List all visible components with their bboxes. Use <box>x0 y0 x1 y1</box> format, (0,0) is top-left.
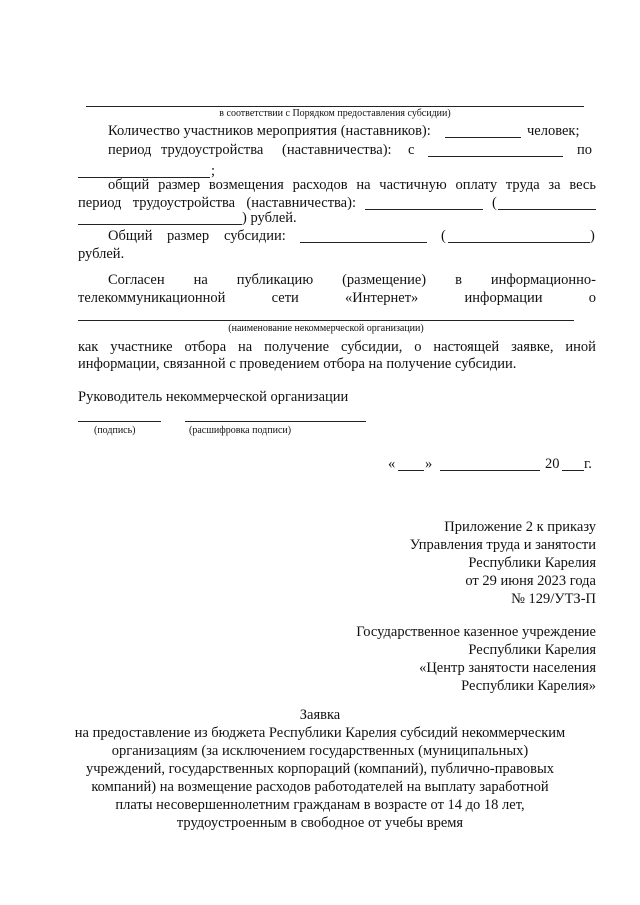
top-rule <box>86 106 584 107</box>
addressee-line-4: Республики Карелия» <box>461 678 596 694</box>
date-day-field[interactable] <box>398 470 424 471</box>
period-w5: по <box>577 142 593 158</box>
addressee-line-1: Государственное казенное учреждение <box>356 624 596 640</box>
reimb-line1: общий размер возмещения расходов на частичную оплату труда за весь <box>108 177 596 193</box>
date-close: » <box>425 456 433 472</box>
reimb-words-field-b[interactable] <box>78 224 242 225</box>
doc-line-2: организациям (за исключением государственных (муниципальных) <box>111 743 529 759</box>
period-w1: период <box>108 142 152 158</box>
reimb-amount-field[interactable] <box>365 209 483 210</box>
date-suffix: г. <box>584 456 592 472</box>
reimb-close: ) рублей. <box>242 210 297 226</box>
doc-line-4: компаний) на возмещение расходов работодателей на выплату заработной <box>91 779 549 795</box>
total-close: ) <box>590 228 595 244</box>
participants-field[interactable] <box>445 137 521 138</box>
total-w3: субсидии: <box>224 228 286 244</box>
doc-line-1: на предоставление из бюджета Республики Карелия субсидий некоммерческим <box>74 725 566 741</box>
head-title: Руководитель некоммерческой организации <box>78 389 349 405</box>
total-words-field[interactable] <box>448 242 590 243</box>
signature-decode-field[interactable] <box>185 421 366 422</box>
doc-title: Заявка <box>299 707 341 723</box>
reimb-open: ( <box>492 195 497 211</box>
consent-line4: информации, связанной с проведением отбора на получение субсидии. <box>78 356 517 372</box>
doc-line-5: платы несовершеннолетним гражданам в возрасте от 14 до 18 лет, <box>115 797 525 813</box>
appendix-line-1: Приложение 2 к приказу <box>444 519 596 535</box>
reimb-line2: период трудоустройства (наставничества): <box>78 195 356 211</box>
date-year-field[interactable] <box>562 470 584 471</box>
appendix-line-4: от 29 июня 2023 года <box>465 573 596 589</box>
appendix-line-3: Республики Карелия <box>468 555 596 571</box>
total-w2: размер <box>167 228 210 244</box>
period-w3: (наставничества): <box>282 142 392 158</box>
period-w4: с <box>408 142 415 158</box>
reimb-words-field-a[interactable] <box>498 209 596 210</box>
total-open: ( <box>441 228 446 244</box>
participants-label: Количество участников мероприятия (наставников): <box>108 123 431 139</box>
consent-line2: телекоммуникационной сети «Интернет» информации о <box>78 290 596 306</box>
doc-line-6: трудоустроенным в свободное от учебы время <box>176 815 464 831</box>
date-open: « <box>388 456 396 472</box>
doc-line-3: учреждений, государственных корпораций (компаний), публично-правовых <box>85 761 555 777</box>
decode-caption: (расшифровка подписи) <box>189 425 292 436</box>
period-w2: трудоустройства <box>161 142 264 158</box>
date-year: 20 <box>545 456 560 472</box>
period-end-punct: ; <box>211 163 216 179</box>
order-caption: в соответствии с Порядком предоставления субсидии) <box>219 108 451 119</box>
consent-line1: Согласен на публикацию (размещение) в информационно- <box>108 272 596 288</box>
total-end: рублей. <box>78 246 125 262</box>
addressee-line-3: «Центр занятости населения <box>419 660 596 676</box>
consent-line3: как участнике отбора на получение субсидии, о настоящей заявке, иной <box>78 339 596 355</box>
participants-unit: человек; <box>527 123 580 139</box>
appendix-line-5: № 129/УТЗ-П <box>511 591 596 607</box>
organization-caption: (наименование некоммерческой организации) <box>228 323 424 334</box>
total-w1: Общий <box>108 228 153 244</box>
appendix-line-2: Управления труда и занятости <box>409 537 596 553</box>
organization-name-field[interactable] <box>78 320 574 321</box>
signature-field[interactable] <box>78 421 161 422</box>
signature-caption: (подпись) <box>94 425 136 436</box>
period-start-field[interactable] <box>428 156 563 157</box>
date-month-field[interactable] <box>440 470 540 471</box>
addressee-line-2: Республики Карелия <box>468 642 596 658</box>
total-amount-field[interactable] <box>300 242 427 243</box>
